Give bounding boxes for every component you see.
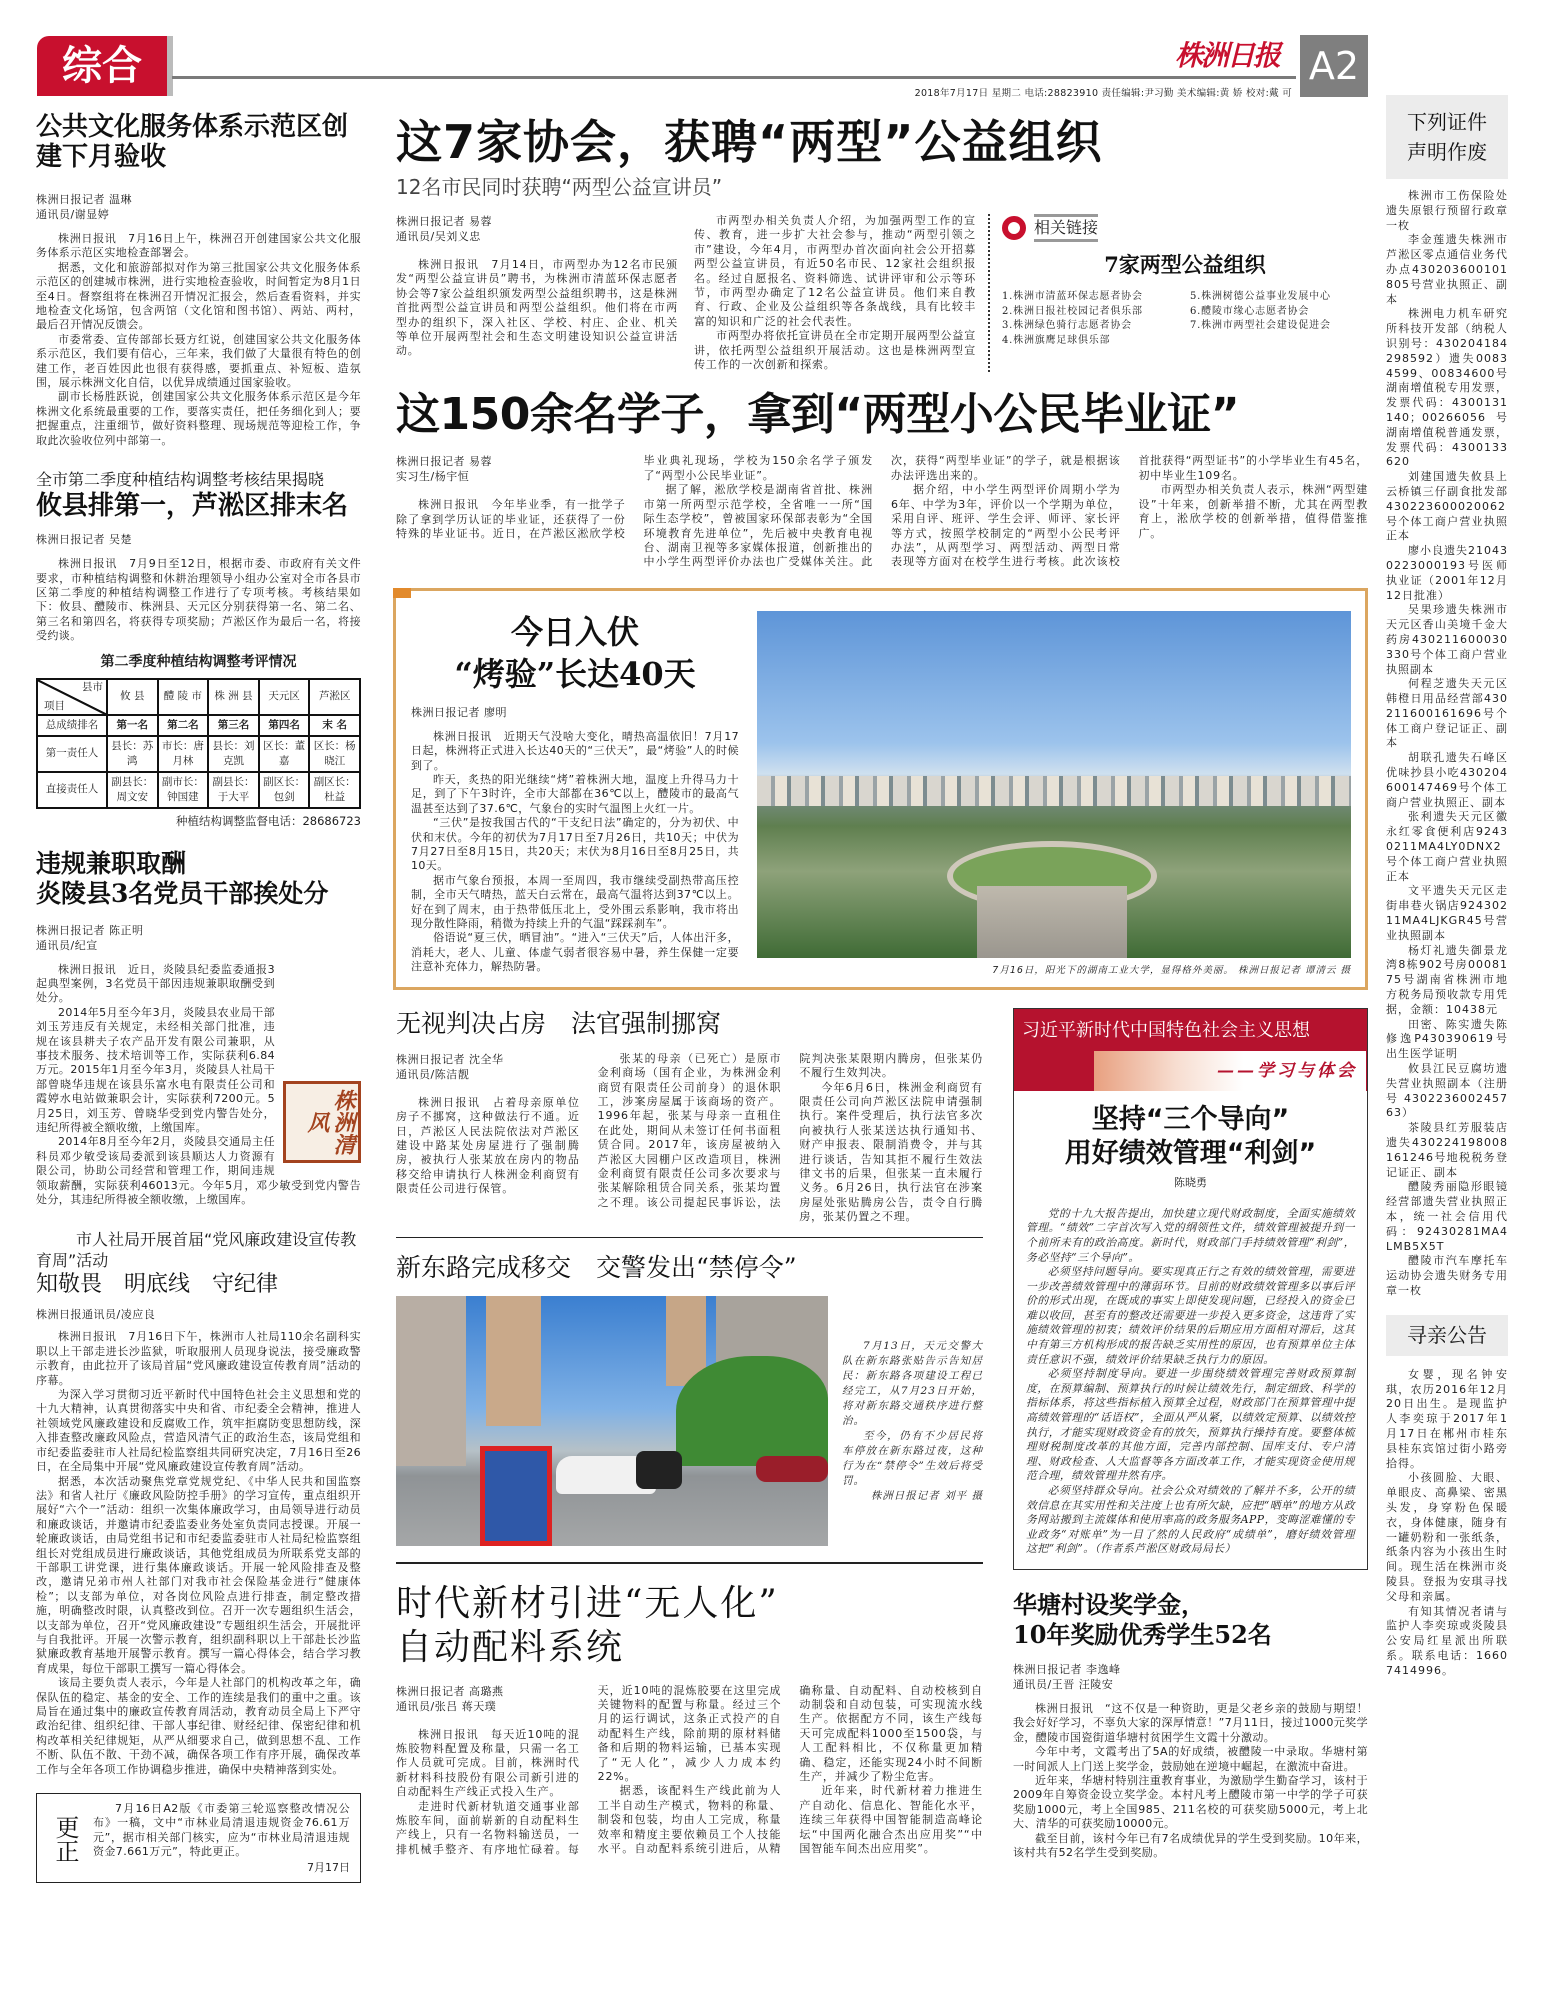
lead-byline — [396, 214, 678, 244]
paragraph: 醴陵市汽车摩托车运动协会遗失财务专用章一枚 — [1386, 1254, 1508, 1297]
paragraph: 据悉，该配料生产线此前为人工半自动生产模式，物料的称量、制袋和包装，均由人工完成，称量效率和精度主要依赖员工个人技能水平。自动配料系统引进后，从精确称量、自动配料、自动校核到自动制袋和自动包装，可实现流水线生产。依据配方不同，该生产线每天可完成配料1000至1500袋，与人工配料相比，不仅称量更加精确、稳定，还能实现24小时不间断生产，并减少了粉尘危害。 — [597, 1683, 983, 1856]
byline-correspondent: 通讯员/张吕 蒋天璞 — [396, 1699, 497, 1713]
photo-caption: 7月16日，阳光下的湖南工业大学，显得格外美丽。 株洲日报记者 谭清云 摄 — [992, 964, 1351, 976]
table-cell: 副区长：包剑 — [259, 772, 310, 808]
lower-left — [396, 1008, 983, 1861]
byline-correspondent: 通讯员/谢显婷 — [36, 208, 110, 221]
table-title: 第二季度种植结构调整考评情况 — [100, 653, 297, 670]
byline-correspondent: 通讯员/王晋 汪陵安 — [1013, 1677, 1114, 1691]
headline-line: 违规兼职取酬 — [36, 848, 187, 878]
paragraph: 截至目前，该村今年已有7名成绩优异的学生受到奖励。10年来，该村共有52名学生受到奖励。 — [1013, 1831, 1368, 1860]
lower-right — [1013, 1008, 1368, 1861]
paragraph: 株洲电力机车研究所科技开发部（纳税人识别号：430204184298592）遗失00834599、00834600号湖南增值税专用发票，发票代码：4300131140；00266056号湖南增值税普通发票，发票代码：4300133620 — [1386, 307, 1508, 469]
hr-body — [36, 1330, 361, 1777]
paragraph: 醴陵秀丽隐形眼镜经营部遗失营业执照正本，统一社会信用代码：92430281MA4LMB5X5T — [1386, 1180, 1508, 1253]
table-header-row — [37, 679, 360, 715]
planting-kicker: 全市第二季度种植结构调整考核结果揭晓 — [36, 470, 325, 490]
paragraph: 据介绍，中小学生两型评价周期小学为6年、中学为3年，评价以一个学期为单位，采用自评、班评、学生会评、师评、家长评等方式，按照学校制定的“两型小公民考评办法”，从两型学习、两型活动、两型日常表现等方面对在校学生进行考核。此次该校首批获得“两型证书”的小学毕业生有45名，初中毕业生109名。 — [891, 454, 1368, 569]
court-byline — [396, 1052, 580, 1082]
culture-body — [36, 232, 361, 448]
caption-paragraph: 7月13日，天元交警大队在新东路张贴告示告知居民：新东路各项建设工程已经完工，从7月23日开始，将对新东路交通秩序进行整治。 — [842, 1339, 983, 1427]
culture-byline — [36, 192, 361, 222]
row-label: 总成绩排名 — [37, 715, 107, 736]
related-item: 6.醴陵市缘心志愿者协会 — [1190, 305, 1310, 317]
related-title: 7家两型公益组织 — [1104, 252, 1266, 277]
middle-column — [396, 114, 1368, 1860]
table-cell: 第四名 — [259, 715, 310, 736]
paragraph: 为深入学习贯彻习近平新时代中国特色社会主义思想和党的十九大精神，认真贯彻落实中央和省、市纪委全会精神，推进人社领域党风廉政建设和反腐败工作，筑牢拒腐防变思想防线，深入排查整改廉政风险点，营造风清气正的政治生态，该局党组和市纪委监委驻市人社局纪检监察组共同研究决定，7月16日至26日，在全局集中开展“党风廉政建设宣传教育周”活动。 — [36, 1388, 361, 1474]
photo-trees — [676, 1356, 828, 1466]
row-label: 第一责任人 — [37, 736, 107, 772]
heat-headline — [411, 611, 739, 695]
section-tab: 综合 — [37, 36, 167, 96]
scholarship-byline — [1013, 1662, 1368, 1692]
paragraph: 昨天，炙热的阳光继续“烤”着株洲大地，温度上升得马力十足，到了下午3时许，全市大部都在36℃以上，醴陵市的最高气温甚至达到了37.6℃，气象台的实时气温图上火红一片。 — [411, 772, 739, 815]
paragraph: “三伏”是按我国古代的“干支纪日法”确定的，分为初伏、中伏和末伏。今年的初伏为7月17日至7月26日，共10天；中伏为7月27日至8月15日，共20天；末伏为8月16日至8月25日，共10天。 — [411, 816, 739, 873]
paragraph: 李金莲遗失株洲市芦淞区零点通信业务代办点430203600101805号营业执照正、副本 — [1386, 233, 1508, 306]
road-headline: 新东路完成移交 交警发出“禁停令” — [396, 1253, 797, 1283]
related-item: 3.株洲绿色骑行志愿者协会 — [1002, 320, 1132, 331]
paragraph: 据了解，淞欣学校是湖南省首批、株洲市第一所两型示范学校，全省唯一一所“国际生态学校”，曾被国家环保部表彰为“全国环境教育先进单位”，先后被中央教育电视台、湖南卫视等多家媒体报道，创新推出的中小学生两型评价办法也广受媒体关注。此次，获得“两型毕业证”的学子，就是根据该办法评选出来的。 — [643, 454, 1121, 569]
headline-line: 10年奖励优秀学生52名 — [1013, 1619, 1272, 1649]
related-links-box — [1002, 214, 1368, 372]
graduates-body — [396, 454, 1368, 569]
search-notice-title-box — [1386, 1315, 1508, 1356]
theory-author: 陈晓勇 — [1174, 1175, 1207, 1189]
table-row — [37, 715, 360, 736]
hr-kicker: 市人社局开展首届“党风廉政建设宣传教育周”活动 — [36, 1230, 357, 1271]
table-cell: 第二名 — [158, 715, 209, 736]
paragraph: 株洲日报讯 “这不仅是一种资助，更是父老乡亲的鼓励与期望！我会好好学习，不辜负大家的深厚情意！”7月11日，接过1000元奖学金，醴陵市国瓷街道华塘村贫困学生文霞十分激动。 — [1013, 1701, 1368, 1744]
discipline-body — [36, 963, 361, 1208]
paragraph: 刘建国遗失攸县上云桥镇三仔副食批发部430223600020062号个体工商户营业执照正本 — [1386, 470, 1508, 543]
right-column — [1386, 95, 1508, 1679]
paragraph: 近年来，时代新材着力推进生产自动化、信息化、智能化水平，连续三年获得中国智能制造高峰论坛“中国两化融合杰出应用奖”“中国智能车间杰出应用奖”。 — [799, 1784, 983, 1856]
seal-image: 株洲清风 — [283, 1081, 361, 1163]
paragraph: 走进时代新材轨道交通事业部炼胶车间，面前崭新的自动配料生产线上，只有一名物料输送员，一排机械手整齐、有序地忙碌着。每天，近10吨的混炼胶要在这里完成关键物料的配置与称量。经过三个月的运行调试，这条正式投产的自动配料生产线，除前期的原材料储备和后期的物料运输，已基本实现了“无人化”，减少人力成本约22%。 — [396, 1683, 782, 1856]
paragraph: 茶陵县红芳服装店遗失430224198008161246号地税税务登记证正、副本 — [1386, 1121, 1508, 1179]
section-divider — [396, 1562, 983, 1564]
heat-text — [411, 611, 739, 977]
paragraph: 女婴，现名钟安琪，农历2016年12月20日出生。是现监护人李奕琼于2017年1月17日在郴州市桂东县桂东宾馆过街小路旁拾得。 — [1386, 1367, 1508, 1470]
paragraph: 杨灯礼遗失御景龙湾8栋902号房0008175号湖南省株洲市地方税务局预收款专用凭据，金额：10438元 — [1386, 943, 1508, 1016]
heat-feature-box — [393, 588, 1368, 990]
photo-red-car — [756, 1456, 828, 1482]
paragraph: 市委常委、宣传部部长聂方红说，创建国家公共文化服务体系示范区，我们要有信心，三年来，我们做了大量很有特色的创建工作，老百姓因此也很有获得感，要抓重点、补短板、造氛围，展示株洲文化自信，以优异成绩通过国家验收。 — [36, 332, 361, 390]
paragraph: 株洲日报讯 7月9日至12日，根据市委、市政府有关文件要求，市种植结构调整和休耕治理领导小组办公室对全市各县市区第二季度的种植结构调整工作进行了专项考核。考核结果如下：攸县、醴陵市、株洲县、天元区分别获得第一名、第二名、第三名和第四名，将获得专项奖励；芦淞区作为最后一名，将接受约谈。 — [36, 557, 361, 643]
paragraph: 副市长杨胜跃说，创建国家公共文化服务体系示范区是今年株洲文化系统最重要的工作，要落实责任，把任务细化到人；要把握重点，注重细节，做好资料整理、现场规范等迎检工作，争取此次验收位列中部第一。 — [36, 390, 361, 447]
campus-photo — [757, 611, 1351, 958]
scholarship-body — [1013, 1702, 1368, 1860]
paragraph: 吴果珍遗失株洲市天元区香山美境千金大药房430211600030330号个体工商户营业执照副本 — [1386, 603, 1508, 676]
paragraph: 据悉，文化和旅游部拟对作为第三批国家公共文化服务体系示范区的创建城市株洲，进行实地检查验收，时间暂定为8月1日至4日。督察组将在株洲召开情况汇报会，然后查看资料，并实地检查文化场馆，包含两馆（文化馆和图书馆）、两站、两村，最后召开情况反馈会。 — [36, 260, 361, 332]
paragraph: 党的十九大报告提出，加快建立现代财政制度，全面实施绩效管理。“绩效”二字首次写入党的纲领性文件，绩效管理被提升到一个前所未有的政治高度。新时代，财政部门手持绩效管理“利剑”，务必坚持“三个导向”。 — [1026, 1206, 1355, 1264]
header-rule — [172, 76, 1296, 79]
correction-text: 7月16日A2版《市委第三轮巡察整改情况公布》一稿，文中“市林业局清退违规资金76.61万元”，据市相关部门核实，应为“市林业局清退违规资金7.661万元”，特此更正。 — [93, 1802, 350, 1859]
photo-notice-board — [480, 1446, 552, 1546]
paragraph: 必须坚持制度导向。要进一步围绕绩效管理完善财政预算制度，在预算编制、预算执行的时候让绩效先行，制定细致、科学的指标体系，将这些指标植入预算全过程，财政部门在预算管理中提高绩效管理的“话语权”，全面从严从紧，以绩效定预算、以绩效控执行，才能实现财政资金有的放矢，预算执行操持有度。要整体梳理财税制度改革的其他方面，完善内部控制、国库支付、专户清理、财政检查、人大监督等各方面改革工作，才能实现资金使用规范合理，绩效管理井然有序。 — [1026, 1367, 1355, 1483]
discipline-headline — [36, 849, 361, 909]
theory-banner-sub: ——学习与体会 — [1217, 1060, 1357, 1081]
table-cell: 副市长：钟国建 — [158, 772, 209, 808]
dateline: 2018年7月17日 星期二 电话:28823910 责任编辑:尹习勤 美术编辑:黄 娇 校对:戴 可 — [914, 88, 1292, 99]
table-cell: 县长：刘克凯 — [208, 736, 259, 772]
byline-reporter: 株洲日报记者 陈正明 — [36, 923, 144, 937]
photo-plaza — [977, 886, 1127, 958]
headline-line: “烤验”长达40天 — [454, 654, 696, 693]
byline-reporter: 株洲日报记者 李逸峰 — [1013, 1662, 1121, 1676]
paragraph: 市两型办将依托宣讲员在全市定期开展两型公益宣讲，依托两型公益组织开展活动。这也是株洲两型宣传工作的一次创新和探索。 — [694, 329, 976, 372]
planting-headline: 攸县排第一，芦淞区排末名 — [36, 491, 349, 522]
theory-banner — [1014, 1009, 1367, 1091]
materials-headline — [396, 1582, 983, 1670]
circle-bullet-icon — [1002, 216, 1026, 240]
correction-date: 7月17日 — [307, 1860, 350, 1874]
photo-building-left — [396, 1296, 466, 1466]
paragraph: 株洲日报讯 占着母亲原单位房子不挪窝，这种做法行不通。近日，芦淞区人民法院依法对芦淞区建设中路某处房屋进行了强制腾房，被执行人张某放在房内的物品移交给申请执行人株洲金利商贸有限责任公司进行保管。 — [396, 1095, 580, 1196]
table-cell: 副县长：周文安 — [107, 772, 158, 808]
table-cell: 区长：董嘉 — [259, 736, 310, 772]
photo-buildings — [757, 776, 1351, 806]
heat-body — [411, 730, 739, 975]
table-cell: 第三名 — [208, 715, 259, 736]
paragraph: 今年中考，文霞考出了5A的好成绩，被醴陵一中录取。华塘村第一时间派人上门送上奖学金，鼓励她在逆境中崛起，在激流中奋进。 — [1013, 1745, 1368, 1773]
materials-body — [396, 1684, 983, 1858]
lead-subheadline: 12名市民同时获聘“两型公益宣讲员” — [396, 175, 723, 199]
heat-photo-area — [757, 611, 1351, 977]
table-row — [37, 772, 360, 808]
search-notice-title: 寻亲公告 — [1407, 1322, 1487, 1347]
heat-byline: 株洲日报记者 廖明 — [411, 705, 507, 719]
headline-line: 炎陵县3名党员干部挨处分 — [36, 878, 329, 908]
paragraph: 该局主要负责人表示，今年是人社部门的机构改革之年，确保队伍的稳定、基金的安全、工作的连续是我们的重中之重。该局旨在通过集中的廉政宣传教育周活动，教育动员全局上下严守政治纪律、组织纪律、干部人事纪律、财经纪律、保密纪律和机构改革相关纪律规矩，从严从细要求自己，做到思想不乱、工作不断、队伍不散、干劲不减，确保各项工作有序开展，确保改革工作与全年各项工作协调稳步推进，确保中央精神落到实处。 — [36, 1676, 361, 1776]
hr-headline: 知敬畏 明底线 守纪律 — [36, 1272, 279, 1298]
column-header: 株 洲 县 — [208, 679, 259, 715]
row-label: 直接责任人 — [37, 772, 107, 808]
lower-row — [396, 1008, 1368, 1861]
paragraph: 株洲日报讯 7月14日，市两型办为12名市民颁发“两型公益宣讲员”聘书，为株洲市清蓝环保志愿者协会等7家公益组织颁发两型公益组织聘书，这是株洲首批两型公益宣讲员和两型公益组织。他们将在市两型办的组织下，深入社区、学校、村庄、企业、机关等单位开展两型社会和生态文明建设知识公益宣讲活动。 — [396, 258, 678, 358]
notices-title-box — [1386, 95, 1508, 179]
street-photo — [396, 1296, 828, 1546]
table-cell: 末 名 — [309, 715, 360, 736]
paragraph: 株洲市工伤保险处遗失原银行预留行政章一枚 — [1386, 189, 1508, 232]
corner-label-item: 项目 — [44, 699, 65, 712]
byline-reporter: 株洲日报记者 易蓉 — [396, 215, 492, 228]
column-header: 攸 县 — [107, 679, 158, 715]
paragraph: 今年6月6日，株洲金利商贸有限责任公司向芦淞区法院申请强制执行。案件受理后，执行法官多次向被执行人张某送达执行通知书、财产申报表、限制消费令，并与其进行谈话，告知其拒不履行生效法律文书的后果，但张某一直未履行义务。6月26日，执行法官在涉案房屋处张贴腾房公告，责令自行腾房，张某仍置之不理。 — [799, 1080, 983, 1224]
related-label: 相关链接 — [1034, 214, 1098, 242]
byline-reporter: 株洲日报记者 高璐燕 — [396, 1684, 504, 1698]
photo-tower — [486, 1296, 541, 1426]
paragraph: 必须坚持群众导向。社会公众对绩效的了解并不多，公开的绩效信息在其实用性和关注度上也有所欠缺，应把“晒单”的地方从政务网站搬到主流媒体和使用率高的政务服务APP，变晦涩难懂的专业政务“对账单”为一目了然的人民政府“成绩单”，磨好绩效管理这把“利剑”。（作者系芦淞区财政局局长） — [1026, 1484, 1355, 1556]
related-item: 1.株洲市清蓝环保志愿者协会 — [1002, 291, 1143, 302]
byline-correspondent: 通讯员/纪宣 — [36, 938, 98, 952]
page-number: A2 — [1300, 35, 1368, 97]
road-row — [396, 1296, 983, 1546]
planting-body — [36, 557, 361, 643]
graduates-byline — [396, 454, 626, 484]
theory-banner-title: 习近平新时代中国特色社会主义思想 — [1022, 1019, 1310, 1041]
box-tab-marker — [393, 588, 411, 598]
headline-line: 时代新材引进“无人化” — [396, 1582, 779, 1624]
paragraph: 张某的母亲（已死亡）是原市金利商场（国有企业，为株洲金利商贸有限责任公司前身）的退休职工，涉案房屋属于该商场的资产。1996年起，张某与母亲一直租住在此处，期间从未签订任何书面租赁合同。2017年，该房屋被纳入芦淞区大园棚户区改造项目，株洲金利商贸有限责任公司多次要求与张某解除租赁合同关系，张某均置之不理。该公司提起民事诉讼，法院判决张某限期内腾房，但张某仍不履行生效判决。 — [597, 1051, 983, 1209]
theory-box — [1013, 1008, 1368, 1570]
related-item: 2.株洲日报社校园记者俱乐部 — [1002, 305, 1143, 317]
paragraph: 据悉，本次活动聚焦党章党规党纪、《中华人民共和国监察法》和省人社厅《廉政风险防控手册》的学习宣传，重点组织开展好“六个一”活动：组织一次集体廉政学习，由局领导进行动员和廉政谈话，并邀请市纪委监委业务处室负责同志授课。开展一轮廉政谈话，由局党组书记和市纪委监委驻市人社局纪检监察组组长对党组成员进行廉政谈话，其他党组成员为所联系党支部的干部职工讲党课，进行集体廉政谈话。开展一轮风险排查及整改，邀请兄弟市州人社部门对我市社会保险基金进行“健康体检”；以支部为单位，对各岗位风险点进行排查，制定整改措施，明确整改时限，认真整改到位。召开一次专题组织生活会，以支部为单位，召开“党风廉政建设”专题组织生活会，开展批评与自我批评。开展一次警示教育，组织副科职以上干部赴长沙监狱廉政教育基地开展警示教育。撰写一篇心得体会，结合学习教育成果，每位干部职工撰写一篇心得体会。 — [36, 1474, 361, 1675]
headline-line: 自动配料系统 — [396, 1626, 625, 1668]
caption-credit: 株洲日报记者 刘平 摄 — [870, 1489, 983, 1502]
paragraph: 近年来，华塘村特别注重教育事业，为激励学生勤奋学习，该村于2009年自筹资金设立奖学金。本村凡考上醴陵市第一中学的学子可获奖励1000元，考上全国985、211名校的可获奖励5000元，考上北大、清华的可获奖励10000元。 — [1013, 1774, 1368, 1831]
paragraph: 市两型办相关负责人表示，株洲“两型建设”十年来，创新举措不断，尤其在两型教育上，淞欣学校的创新举措，值得借鉴推广。 — [1138, 483, 1368, 540]
paragraph: 株洲日报讯 近日，炎陵县纪委监委通报3起典型案例，3名党员干部因违规兼职取酬受到处分。 — [36, 962, 275, 1005]
materials-byline — [396, 1684, 580, 1714]
correction-box — [36, 1793, 361, 1883]
paragraph: 张利遗失天元区徽永红零食便利店92430211MA4LY0DNX2号个体工商户营业执照正本 — [1386, 810, 1508, 883]
ranking-table — [36, 678, 361, 809]
notices-title: 下列证件声明作废 — [1407, 110, 1487, 164]
left-column — [36, 112, 361, 1883]
lead-body — [396, 214, 976, 372]
paragraph: 小孩圆脸、大眼、单眼皮、高鼻梁、密黑头发，身穿粉色保暖衣，身体健康，随身有一罐奶粉和一张纸条，纸条内容为小孩出生时间。现生活在株洲市炎陵县。登报为安琪寻找父母和亲属。 — [1386, 1471, 1508, 1603]
theory-headline — [1014, 1103, 1367, 1171]
column-header: 天元区 — [259, 679, 310, 715]
theory-body — [1014, 1207, 1367, 1557]
lead-headline: 这7家协会，获聘“两型”公益组织 — [396, 115, 1103, 169]
paragraph: 株洲日报讯 7月16日上午，株洲召开创建国家公共文化服务体系示范区实地检查部署会。 — [36, 232, 361, 260]
byline-reporter: 株洲日报记者 温琳 — [36, 193, 132, 206]
paragraph: 俗语说“夏三伏，晒冒油”。“进入“三伏天”后，人体出汗多，消耗大，老人、儿童、体虚气弱者很容易中暑，养生保健一定要注意补充体力，解热防暑。 — [411, 931, 739, 974]
related-list — [1002, 290, 1368, 348]
culture-headline: 公共文化服务体系示范区创建下月验收 — [36, 112, 349, 172]
discipline-byline — [36, 923, 361, 953]
paragraph: 2014年5月至今年3月，炎陵县农业局干部刘玉芳违反有关规定，未经相关部门批准，违规在该县耕夫子农产品开发有限公司兼职，从事技术服务、技术培训等工作，实际获利6.84万元。2015年1月至今年3月，炎陵县人社局干部曾晓华违规在该县乐富水电有限责任公司和霞婷水电站做兼职会计，实际获利7200元。5月25日，刘玉芳、曾晓华受到党内警告处分，违纪所得被全额收缴，上缴国库。 — [36, 1005, 275, 1134]
column-header: 醴 陵 市 — [158, 679, 209, 715]
table-cell: 区长：杨晓江 — [309, 736, 360, 772]
paragraph: 有知其情况者请与监护人李奕琼或炎陵县公安局红星派出所联系。联系电话：16607414996。 — [1386, 1604, 1508, 1677]
table-cell: 县长：苏鸿 — [107, 736, 158, 772]
headline-line: 华塘村设奖学金， — [1013, 1589, 1205, 1619]
byline-correspondent: 通讯员/吴刘义忠 — [396, 230, 481, 243]
hotline: 种植结构调整监督电话：28686723 — [175, 813, 361, 828]
paragraph: 据市气象台预报，本周一至周四，我市继续受副热带高压控制，全市天气晴热，蓝天白云常在，最高气温将达到37℃以上。好在到了周末，由于热带低压北上，受外围云系影响，我市将出现分散性降雨，稍微为持续上升的气温“踩踩刹车”。 — [411, 873, 739, 930]
table-row — [37, 736, 360, 772]
paragraph: 株洲日报讯 7月16日下午，株洲市人社局110余名副科实职以上干部走进长沙监狱，听取服刑人员现身说法，接受廉政警示教育，由此拉开了该局首届“党风廉政建设宣传教育周”活动的序幕。 — [36, 1330, 361, 1387]
corner-label-county: 县市 — [82, 680, 103, 693]
photo-dark-car — [636, 1451, 682, 1489]
paragraph: 田密、陈实遗失陈修逸P430390619号出生医学证明 — [1386, 1017, 1508, 1061]
court-headline: 无视判决占房 法官强制挪窝 — [396, 1008, 722, 1038]
paragraph: 市两型办相关负责人介绍，为加强两型工作的宣传、教育，进一步扩大社会参与，推动“两型引领之市”建设，今年4月，市两型办首次面向社会公开招募两型公益宣讲员，有近50名市民、12家社会组织报名。经过自愿报名、资料筛选、试讲评审和公示等环节，市两型办确定了12名公益宣讲员。他们来自教育、行政、企业及公益组织等各条战线，具有比较丰富的知识和广泛的社会代表性。 — [694, 214, 976, 328]
byline-reporter: 株洲日报记者 易蓉 — [396, 455, 492, 469]
paragraph: 文平遗失天元区走街串巷火锅店92430211MA4LJKGR45号营业执照副本 — [1386, 884, 1508, 942]
table-cell: 市长：唐月林 — [158, 736, 209, 772]
section-divider — [396, 1237, 983, 1239]
related-divider — [988, 214, 990, 372]
related-item: 5.株洲树德公益事业发展中心 — [1190, 291, 1331, 302]
paragraph: 何程芝遗失天元区韩橙日用品经营部430211600161696号个体工商户登记证正、副本 — [1386, 677, 1508, 750]
notices-list — [1386, 189, 1508, 1299]
table-corner — [37, 679, 107, 715]
related-item: 4.株洲旗鹰足球俱乐部 — [1002, 334, 1111, 346]
road-caption — [842, 1339, 983, 1504]
court-body — [396, 1052, 983, 1225]
byline-reporter: 株洲日报记者 沈全华 — [396, 1052, 504, 1066]
hr-byline: 株洲日报通讯员/凌应良 — [36, 1308, 156, 1322]
planting-byline: 株洲日报记者 吴楚 — [36, 533, 132, 547]
table-cell: 副县长：于大平 — [208, 772, 259, 808]
paragraph: 株洲日报讯 今年毕业季，有一批学子除了拿到学历认证的毕业证，还获得了一份特殊的毕业证书。近日，在芦淞区淞欣学校毕业典礼现场，学校为150余名学子颁发了“两型小公民毕业证”。 — [396, 454, 873, 541]
paragraph: 2014年8月至今年2月，炎陵县交通局主任科员邓少敏受该局委派到该县顺达人力资源有限公司，协助公司经营和管理工作，期间违规领取薪酬，实际获利46013元。今年5月，邓少敏受到党内警告处分，其违纪所得被全额收缴，上缴国库。 — [36, 1135, 361, 1207]
paragraph: 胡联孔遗失石峰区优味抄县小吃430204600147469号个体工商户营业执照正、副本 — [1386, 751, 1508, 809]
paragraph: 必须坚持问题导向。要实现真正行之有效的绩效管理，需要进一步改善绩效管理中的薄弱环节。目前的财政绩效管理多以事后评价的形式出现，在既成的事实上即使发现问题，已经投入的资金已难以收回，甚至有的整改还需要进一步投入更多资金，这违背了实施绩效管理的初衷；绩效评价结果的后期应用方面相对滞后，这其中有第三方机构形成的报告缺乏实用性的原因，也有预算单位主体责任意识不强，绩效评价结果缺乏执行力的原因。 — [1026, 1265, 1355, 1366]
related-item: 7.株洲市两型社会建设促进会 — [1190, 320, 1331, 331]
caption-paragraph: 至今，仍有不少居民将车停放在新东路过夜，这种行为在“禁停令”生效后将受罚。 — [842, 1429, 983, 1487]
column-header: 芦淞区 — [309, 679, 360, 715]
search-notice-body — [1386, 1368, 1508, 1679]
byline-correspondent: 通讯员/陈洁靓 — [396, 1067, 470, 1081]
paragraph: 株洲日报讯 近期天气没啥大变化，晴热高温依旧！7月17日起，株洲将正式进入长达40天的“三伏天”，最“烤验”人的时候到了。 — [411, 729, 739, 772]
table-cell: 第一名 — [107, 715, 158, 736]
scholarship-headline — [1013, 1590, 1368, 1650]
paragraph: 廖小良遗失210430223000193号医师执业证（2001年12月12日批准） — [1386, 544, 1508, 602]
newspaper-logo: 株洲日报 — [1175, 39, 1280, 72]
byline-correspondent: 实习生/杨宇恒 — [396, 470, 470, 484]
headline-line: 坚持“三个导向” — [1091, 1103, 1290, 1135]
graduates-headline: 这150余名学子，拿到“两型小公民毕业证” — [396, 389, 1240, 441]
table-cell: 副区长：杜益 — [309, 772, 360, 808]
lead-row — [396, 214, 1368, 372]
headline-line: 今日入伏 — [510, 612, 639, 651]
paragraph: 攸县江民豆腐坊遗失营业执照副本（注册号430223600245763） — [1386, 1062, 1508, 1120]
correction-label: 更正 — [51, 1814, 79, 1863]
paragraph: 株洲日报讯 每天近10吨的混炼胶物料配置及称量，只需一名工作人员就可完成。目前，株洲时代新材料科技股份有限公司新引进的自动配料生产线正式投入生产。 — [396, 1727, 580, 1799]
headline-line: 用好绩效管理“利剑” — [1064, 1137, 1317, 1169]
